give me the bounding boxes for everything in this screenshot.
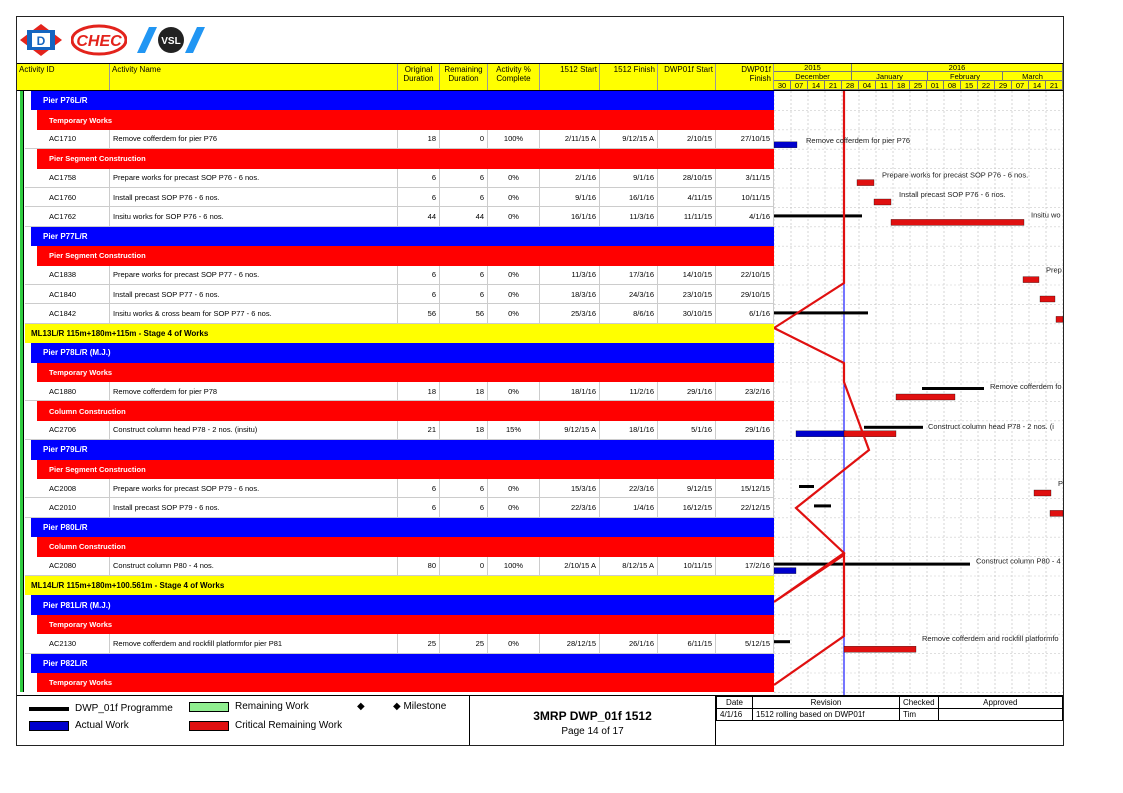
legend-actual-swatch: [29, 721, 69, 731]
cell-df: 10/11/15: [716, 188, 774, 207]
cell-rd: 6: [440, 188, 488, 207]
cell-s: 2/11/15 A: [540, 130, 600, 149]
gantt-canvas: [774, 63, 1063, 695]
cell-pc: 0%: [488, 382, 540, 401]
wbs-indent-strip: [17, 363, 25, 382]
wbs-label: Pier P80L/R: [31, 518, 774, 537]
cell-od: 44: [398, 207, 440, 226]
cell-s: 9/1/16: [540, 188, 600, 207]
day-label: 15: [961, 81, 978, 90]
cell-pc: 100%: [488, 130, 540, 149]
wbs-indent-strip: [17, 460, 25, 479]
day-label: 29: [995, 81, 1012, 90]
gantt-bar: [774, 311, 868, 314]
cell-rd: 18: [440, 382, 488, 401]
gantt-bar: [844, 431, 896, 437]
cell-ds: 6/11/15: [658, 634, 716, 653]
revision-table: [716, 696, 1063, 721]
wbs-indent-strip: [17, 149, 25, 168]
cell-name: Install precast SOP P79 - 6 nos.: [110, 498, 398, 517]
cell-id: AC2130: [25, 634, 110, 653]
legend-programme-label: DWP_01f Programme: [75, 703, 173, 714]
cell-ds: 10/11/15: [658, 557, 716, 576]
month-label: December: [774, 72, 852, 81]
cell-f: 26/1/16: [600, 634, 658, 653]
rev-header-revision: Revision: [753, 697, 900, 709]
cell-s: 16/1/16: [540, 207, 600, 226]
cell-rd: 6: [440, 479, 488, 498]
wbs-indent-strip: [17, 324, 25, 343]
wbs-label: Pier P82L/R: [31, 654, 774, 673]
cell-s: 28/12/15: [540, 634, 600, 653]
gantt-bar-label: Remove cofferdem for pier P76: [806, 135, 911, 145]
cell-id: AC1762: [25, 207, 110, 226]
legend-diamond-icon: ◆: [357, 701, 365, 712]
cell-name: Construct column head P78 - 2 nos. (insitu): [110, 421, 398, 440]
legend-remaining-label: Remaining Work: [235, 701, 309, 712]
cell-s: 11/3/16: [540, 266, 600, 285]
rev-checked: Tim: [900, 709, 939, 721]
wbs-indent-strip: [17, 169, 25, 188]
month-label: January: [852, 72, 928, 81]
legend-critical: [189, 720, 342, 731]
cell-pc: 0%: [488, 266, 540, 285]
title-block: [469, 696, 716, 746]
sub-label: Temporary Works: [37, 615, 774, 634]
cell-rd: 6: [440, 266, 488, 285]
cell-ds: 30/10/15: [658, 304, 716, 323]
wbs-indent-strip: [17, 595, 25, 614]
legend-programme-swatch: [29, 707, 69, 711]
logo-bar: [17, 17, 1063, 63]
svg-text:VSL: VSL: [161, 36, 181, 47]
progress-line: [774, 91, 869, 685]
cell-pc: 0%: [488, 304, 540, 323]
cell-pc: 0%: [488, 207, 540, 226]
cell-f: 8/12/15 A: [600, 557, 658, 576]
rev-header-approved: Approved: [938, 697, 1062, 709]
gantt-bar-label: Prepare works for precast SOP P76 - 6 nos.: [882, 170, 1029, 180]
sub-label: Temporary Works: [37, 363, 774, 382]
wbs-indent-strip: [17, 518, 25, 537]
day-label: 07: [1012, 81, 1029, 90]
cell-ds: 11/11/15: [658, 207, 716, 226]
rev-header-date: Date: [717, 697, 753, 709]
day-label: 01: [927, 81, 944, 90]
cell-id: AC2010: [25, 498, 110, 517]
gantt-bar: [814, 504, 831, 507]
cell-name: Install precast SOP P76 - 6 nos.: [110, 188, 398, 207]
year-label: 2015: [774, 64, 852, 72]
wbs-label: Pier P76L/R: [31, 91, 774, 110]
sub-label: Column Construction: [37, 537, 774, 556]
cell-rd: 6: [440, 498, 488, 517]
cell-ds: 16/12/15: [658, 498, 716, 517]
gantt-bar-label: Install precast SOP P76 - 6 nos.: [899, 190, 1006, 199]
wbs-indent-strip: [17, 246, 25, 265]
cell-od: 6: [398, 169, 440, 188]
sub-label: Pier Segment Construction: [37, 246, 774, 265]
wbs-label: Pier P77L/R: [31, 227, 774, 246]
cell-rd: 25: [440, 634, 488, 653]
gantt-bar-label: P: [1058, 479, 1063, 488]
hdr-1512-start[interactable]: 1512 Start: [540, 64, 600, 90]
cell-id: AC1840: [25, 285, 110, 304]
cell-s: 2/10/15 A: [540, 557, 600, 576]
cell-f: 1/4/16: [600, 498, 658, 517]
gantt-bar: [774, 568, 796, 574]
cell-id: AC1880: [25, 382, 110, 401]
svg-text:CHEC: CHEC: [76, 33, 122, 50]
gantt-bar: [857, 180, 874, 186]
cell-name: Prepare works for precast SOP P76 - 6 nos.: [110, 169, 398, 188]
gantt-bar: [796, 431, 846, 437]
cell-ds: 9/12/15: [658, 479, 716, 498]
legend-critical-swatch: [189, 721, 229, 731]
hdr-remaining-duration[interactable]: Remaining Duration: [440, 64, 488, 90]
cell-od: 18: [398, 382, 440, 401]
day-label: 21: [825, 81, 842, 90]
cell-df: 23/2/16: [716, 382, 774, 401]
cell-f: 16/1/16: [600, 188, 658, 207]
wbs-indent-strip: [17, 401, 25, 420]
legend-programme: [29, 703, 173, 714]
stage-label: ML14L/R 115m+180m+100.561m - Stage 4 of Works: [25, 576, 774, 595]
cell-ds: 4/11/15: [658, 188, 716, 207]
cell-rd: 0: [440, 557, 488, 576]
cell-f: 24/3/16: [600, 285, 658, 304]
cell-f: 22/3/16: [600, 479, 658, 498]
sub-label: Temporary Works: [37, 673, 774, 692]
wbs-indent-strip: [17, 634, 25, 653]
cell-df: 22/10/15: [716, 266, 774, 285]
hdr-dwp-start[interactable]: DWP01f Start: [658, 64, 716, 90]
wbs-indent-strip: [17, 110, 25, 129]
cell-rd: 18: [440, 421, 488, 440]
gantt-bar: [864, 426, 923, 429]
cell-id: AC2706: [25, 421, 110, 440]
cell-pc: 0%: [488, 634, 540, 653]
hdr-activity-id[interactable]: Activity ID: [17, 64, 110, 90]
cell-ds: 14/10/15: [658, 266, 716, 285]
gantt-bar-label: Construct column P80 - 4: [976, 556, 1061, 566]
wbs-indent-strip: [17, 207, 25, 226]
cell-od: 56: [398, 304, 440, 323]
rev-approved: [938, 709, 1062, 721]
wbs-label: Pier P81L/R (M.J.): [31, 595, 774, 614]
cell-name: Insitu works for SOP P76 - 6 nos.: [110, 207, 398, 226]
legend-actual-label: Actual Work: [75, 720, 129, 731]
cell-df: 3/11/15: [716, 169, 774, 188]
wbs-indent-strip: [17, 266, 25, 285]
cell-name: Prepare works for precast SOP P77 - 6 nos.: [110, 266, 398, 285]
cell-pc: 15%: [488, 421, 540, 440]
wbs-indent-strip: [17, 654, 25, 673]
gantt-bar: [922, 387, 984, 390]
cell-s: 18/3/16: [540, 285, 600, 304]
cell-df: 29/1/16: [716, 421, 774, 440]
day-label: 30: [774, 81, 791, 90]
wbs-indent-strip: [17, 343, 25, 362]
hdr-activity-complete[interactable]: Activity % Complete: [488, 64, 540, 90]
gantt-bar-label: Construct column head P78 - 2 nos. (i: [928, 421, 1054, 431]
gantt-bar-label: Remove cofferdem fo: [990, 382, 1062, 391]
cell-ds: 28/10/15: [658, 169, 716, 188]
chec-logo: [71, 23, 127, 57]
cell-rd: 6: [440, 169, 488, 188]
cell-f: 9/1/16: [600, 169, 658, 188]
day-label: 04: [859, 81, 876, 90]
cell-od: 80: [398, 557, 440, 576]
cell-od: 25: [398, 634, 440, 653]
cell-ds: 23/10/15: [658, 285, 716, 304]
cell-od: 6: [398, 285, 440, 304]
gantt-bar: [774, 563, 970, 566]
cell-f: 9/12/15 A: [600, 130, 658, 149]
cell-df: 15/12/15: [716, 479, 774, 498]
wbs-label: Pier P79L/R: [31, 440, 774, 459]
wbs-indent-strip: [17, 421, 25, 440]
rev-header-checked: Checked: [900, 697, 939, 709]
cell-name: Construct column P80 - 4 nos.: [110, 557, 398, 576]
gantt-bar: [1023, 277, 1039, 283]
sub-label: Column Construction: [37, 401, 774, 420]
cell-f: 8/6/16: [600, 304, 658, 323]
wbs-indent-strip: [17, 576, 25, 595]
cell-od: 21: [398, 421, 440, 440]
wbs-indent-strip: [17, 382, 25, 401]
day-label: 18: [893, 81, 910, 90]
hdr-original-duration[interactable]: Original Duration: [398, 64, 440, 90]
schedule-sheet: [16, 16, 1064, 746]
svg-text:D: D: [36, 34, 46, 48]
cell-id: AC1758: [25, 169, 110, 188]
legend-critical-label: Critical Remaining Work: [235, 720, 343, 731]
gantt-bar: [896, 394, 955, 400]
wbs-indent-strip: [17, 130, 25, 149]
cell-s: 15/3/16: [540, 479, 600, 498]
cell-df: 22/12/15: [716, 498, 774, 517]
wbs-label: Pier P78L/R (M.J.): [31, 343, 774, 362]
cell-name: Remove cofferdem and rockfill platformfor pier P81: [110, 634, 398, 653]
cell-s: 25/3/16: [540, 304, 600, 323]
wbs-indent-strip: [17, 188, 25, 207]
hdr-dwp-finish[interactable]: DWP01f Finish: [716, 64, 774, 90]
gantt-bar-label: Prep: [1046, 265, 1062, 275]
cell-s: 2/1/16: [540, 169, 600, 188]
cell-od: 6: [398, 479, 440, 498]
gantt-bar: [1034, 490, 1051, 496]
cell-pc: 100%: [488, 557, 540, 576]
wbs-indent-strip: [17, 498, 25, 517]
wbs-indent-strip: [17, 91, 25, 110]
legend-milestone-label: ◆ Milestone: [393, 701, 447, 712]
year-label: 2016: [852, 64, 1063, 72]
cell-id: AC1842: [25, 304, 110, 323]
day-label: 21: [1046, 81, 1063, 90]
sub-label: Pier Segment Construction: [37, 460, 774, 479]
day-label: 28: [842, 81, 859, 90]
cell-id: AC2080: [25, 557, 110, 576]
cell-pc: 0%: [488, 188, 540, 207]
cell-od: 18: [398, 130, 440, 149]
cell-name: Insitu works & cross beam for SOP P77 - 6 nos.: [110, 304, 398, 323]
cell-df: 4/1/16: [716, 207, 774, 226]
gantt-bar: [1050, 510, 1063, 516]
wbs-indent-strip: [17, 537, 25, 556]
legend-milestone: [357, 701, 446, 712]
sub-label: Temporary Works: [37, 110, 774, 129]
wbs-indent-strip: [17, 440, 25, 459]
sub-label: Pier Segment Construction: [37, 149, 774, 168]
day-label: 14: [808, 81, 825, 90]
cell-name: Remove cofferdem for pier P76: [110, 130, 398, 149]
wbs-indent-strip: [17, 227, 25, 246]
cell-s: 9/12/15 A: [540, 421, 600, 440]
day-label: 14: [1029, 81, 1046, 90]
cell-od: 6: [398, 266, 440, 285]
cell-df: 6/1/16: [716, 304, 774, 323]
hdr-activity-name[interactable]: Activity Name: [110, 64, 398, 90]
stage-label: ML13L/R 115m+180m+115m - Stage 4 of Works: [25, 324, 774, 343]
gantt-chart: [774, 63, 1063, 695]
cell-name: Install precast SOP P77 - 6 nos.: [110, 285, 398, 304]
day-label: 07: [791, 81, 808, 90]
wbs-indent-strip: [17, 557, 25, 576]
gantt-bar: [799, 485, 814, 488]
gantt-bar: [891, 219, 1024, 225]
cell-s: 18/1/16: [540, 382, 600, 401]
sheet-title: 3MRP DWP_01f 1512: [533, 709, 652, 723]
cell-name: Prepare works for precast SOP P79 - 6 nos.: [110, 479, 398, 498]
cell-rd: 44: [440, 207, 488, 226]
legend-remaining-swatch: [189, 702, 229, 712]
wbs-indent-strip: [17, 304, 25, 323]
cell-ds: 29/1/16: [658, 382, 716, 401]
page-number: Page 14 of 17: [561, 726, 624, 737]
day-label: 25: [910, 81, 927, 90]
gantt-bar-label: Remove cofferdem and rockfill platformfo: [922, 634, 1059, 644]
cell-pc: 0%: [488, 285, 540, 304]
cell-s: 22/3/16: [540, 498, 600, 517]
cell-df: 27/10/15: [716, 130, 774, 149]
gantt-bar: [874, 199, 891, 205]
cell-ds: 5/1/16: [658, 421, 716, 440]
cell-id: AC1760: [25, 188, 110, 207]
cell-id: AC1710: [25, 130, 110, 149]
cell-rd: 6: [440, 285, 488, 304]
cell-df: 5/12/15: [716, 634, 774, 653]
cell-f: 11/2/16: [600, 382, 658, 401]
cell-rd: 0: [440, 130, 488, 149]
vsl-logo: [135, 23, 207, 57]
cell-od: 6: [398, 498, 440, 517]
cell-pc: 0%: [488, 479, 540, 498]
day-label: 22: [978, 81, 995, 90]
cell-ds: 2/10/15: [658, 130, 716, 149]
rev-date: 4/1/16: [717, 709, 753, 721]
gantt-bar: [774, 142, 797, 148]
cell-f: 18/1/16: [600, 421, 658, 440]
month-label: February: [928, 72, 1003, 81]
month-label: March: [1003, 72, 1063, 81]
cell-id: AC2008: [25, 479, 110, 498]
gantt-bar: [1056, 316, 1063, 322]
wbs-indent-strip: [17, 615, 25, 634]
gantt-bar-label: Insitu wo: [1031, 210, 1061, 220]
legend-actual: [29, 720, 129, 731]
cell-df: 17/2/16: [716, 557, 774, 576]
cell-df: 29/10/15: [716, 285, 774, 304]
gantt-bar: [844, 646, 916, 652]
wbs-indent-strip: [17, 673, 25, 692]
gantt-bar: [774, 640, 790, 643]
rev-description: 1512 rolling based on DWP01f: [753, 709, 900, 721]
hdr-1512-finish[interactable]: 1512 Finish: [600, 64, 658, 90]
wbs-indent-strip: [17, 479, 25, 498]
dragages-logo: [19, 23, 63, 57]
cell-f: 17/3/16: [600, 266, 658, 285]
cell-pc: 0%: [488, 498, 540, 517]
gantt-bar: [1040, 296, 1055, 302]
day-label: 08: [944, 81, 961, 90]
legend-remaining: [189, 701, 309, 712]
cell-rd: 56: [440, 304, 488, 323]
cell-name: Remove cofferdem for pier P78: [110, 382, 398, 401]
cell-od: 6: [398, 188, 440, 207]
cell-pc: 0%: [488, 169, 540, 188]
wbs-indent-strip: [17, 285, 25, 304]
footer: [17, 695, 1063, 746]
cell-f: 11/3/16: [600, 207, 658, 226]
cell-id: AC1838: [25, 266, 110, 285]
day-label: 11: [876, 81, 893, 90]
gantt-bar: [774, 214, 862, 217]
